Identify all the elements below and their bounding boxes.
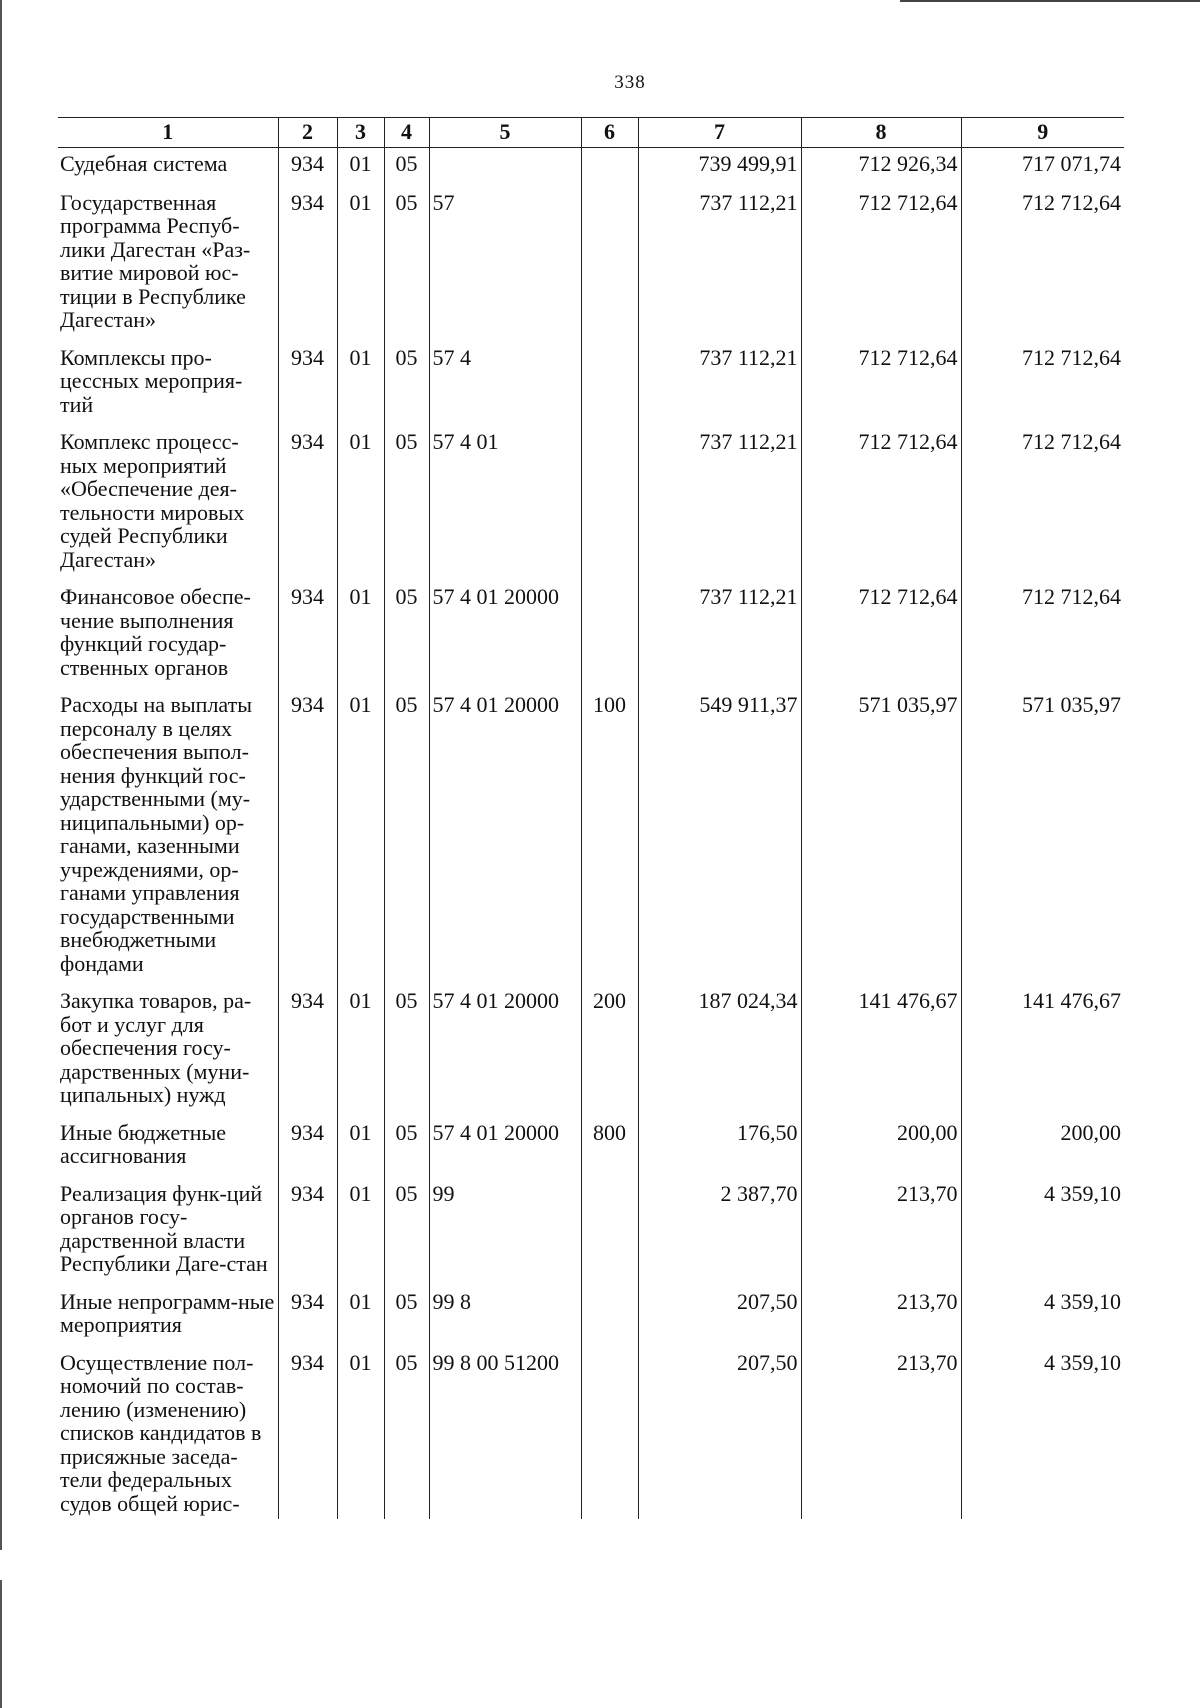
header-col-4: 4 <box>384 118 429 148</box>
table-row <box>58 1118 1124 1179</box>
header-col-7: 7 <box>638 118 801 148</box>
row-amount-7: 739 499,91 <box>638 148 801 188</box>
row-grbs: 934 <box>278 427 337 582</box>
header-col-3: 3 <box>337 118 384 148</box>
row-name: Иные бюджетные ассигнования <box>60 1119 227 1168</box>
row-amount-8: 712 712,64 <box>801 427 961 582</box>
row-amount-7: 737 112,21 <box>638 188 801 343</box>
row-subsection: 05 <box>384 343 429 428</box>
row-subsection: 05 <box>384 148 429 188</box>
header-col-1: 1 <box>58 118 278 148</box>
row-expense-type: 200 <box>581 986 638 1118</box>
row-amount-7: 549 911,37 <box>638 690 801 986</box>
row-subsection: 05 <box>384 1179 429 1287</box>
row-expense-type: 800 <box>581 1118 638 1179</box>
row-name: Иные непрограмм-ные мероприятия <box>60 1288 275 1337</box>
row-target-article: 57 4 01 20000 <box>429 690 581 986</box>
row-name: Государственная программа Респуб-лики Дагестан «Раз-витие мировой юс-тиции в Республике Дагестан» <box>60 189 251 332</box>
table-row <box>58 343 1124 428</box>
row-amount-7: 737 112,21 <box>638 343 801 428</box>
row-amount-9: 141 476,67 <box>961 986 1124 1118</box>
row-grbs: 934 <box>278 1179 337 1287</box>
table-row <box>58 148 1124 188</box>
row-subsection: 05 <box>384 690 429 986</box>
row-target-article: 99 <box>429 1179 581 1287</box>
row-amount-8: 213,70 <box>801 1179 961 1287</box>
table-header-row <box>58 118 1124 148</box>
scan-artifact-left-edge <box>0 0 2 1550</box>
row-expense-type <box>581 427 638 582</box>
header-col-5: 5 <box>429 118 581 148</box>
row-amount-9: 712 712,64 <box>961 427 1124 582</box>
row-grbs: 934 <box>278 690 337 986</box>
table-row <box>58 690 1124 986</box>
row-target-article: 57 4 01 20000 <box>429 986 581 1118</box>
row-target-article: 57 4 01 20000 <box>429 582 581 690</box>
row-target-article <box>429 148 581 188</box>
row-name: Комплекс процесс-ных мероприятий «Обеспечение дея-тельности мировых судей Республики Дагестан» <box>60 429 245 572</box>
row-amount-9: 712 712,64 <box>961 188 1124 343</box>
table-row <box>58 427 1124 582</box>
row-expense-type <box>581 343 638 428</box>
row-subsection: 05 <box>384 1287 429 1348</box>
page-number: 338 <box>614 72 646 93</box>
row-expense-type: 100 <box>581 690 638 986</box>
row-expense-type <box>581 1179 638 1287</box>
row-expense-type <box>581 1287 638 1348</box>
row-amount-7: 207,50 <box>638 1287 801 1348</box>
row-amount-7: 187 024,34 <box>638 986 801 1118</box>
row-name: Реализация функ-ций органов госу-дарственной власти Республики Даге-стан <box>60 1180 268 1276</box>
row-name: Комплексы про-цессных мероприя-тий <box>60 344 243 417</box>
row-amount-8: 712 712,64 <box>801 343 961 428</box>
row-amount-9: 4 359,10 <box>961 1179 1124 1287</box>
row-section: 01 <box>337 1348 384 1520</box>
budget-table <box>58 117 1124 1519</box>
header-col-6: 6 <box>581 118 638 148</box>
row-section: 01 <box>337 1287 384 1348</box>
row-grbs: 934 <box>278 1287 337 1348</box>
row-amount-7: 737 112,21 <box>638 427 801 582</box>
row-section: 01 <box>337 690 384 986</box>
scan-artifact-left-edge-lower <box>0 1580 2 1708</box>
row-section: 01 <box>337 148 384 188</box>
header-col-9: 9 <box>961 118 1124 148</box>
row-name: Финансовое обеспе-чение выполнения функций государ-ственных органов <box>60 584 251 680</box>
row-name: Закупка товаров, ра-бот и услуг для обеспечения госу-дарственных (муни-ципальных) нужд <box>60 988 252 1107</box>
row-subsection: 05 <box>384 582 429 690</box>
row-amount-8: 213,70 <box>801 1348 961 1520</box>
row-amount-8: 712 712,64 <box>801 582 961 690</box>
row-amount-7: 176,50 <box>638 1118 801 1179</box>
row-target-article: 57 4 <box>429 343 581 428</box>
row-grbs: 934 <box>278 1348 337 1520</box>
row-amount-9: 200,00 <box>961 1118 1124 1179</box>
table-row <box>58 582 1124 690</box>
row-expense-type <box>581 1348 638 1520</box>
row-grbs: 934 <box>278 986 337 1118</box>
row-amount-8: 141 476,67 <box>801 986 961 1118</box>
table-row <box>58 1287 1124 1348</box>
row-subsection: 05 <box>384 1348 429 1520</box>
row-section: 01 <box>337 188 384 343</box>
table-row <box>58 1348 1124 1520</box>
row-grbs: 934 <box>278 582 337 690</box>
row-subsection: 05 <box>384 1118 429 1179</box>
row-amount-9: 712 712,64 <box>961 343 1124 428</box>
row-name: Расходы на выплаты персоналу в целях обеспечения выпол-нения функций гос-ударственными (му-ниципальными) ор-ганами, казенными учреждениями, ор-ганами управления государственными внебюджетными фондами <box>60 692 253 976</box>
row-amount-8: 213,70 <box>801 1287 961 1348</box>
row-grbs: 934 <box>278 188 337 343</box>
row-section: 01 <box>337 343 384 428</box>
table-row <box>58 986 1124 1118</box>
row-amount-9: 717 071,74 <box>961 148 1124 188</box>
row-amount-8: 712 926,34 <box>801 148 961 188</box>
row-amount-7: 2 387,70 <box>638 1179 801 1287</box>
row-expense-type <box>581 582 638 690</box>
row-target-article: 57 <box>429 188 581 343</box>
row-expense-type <box>581 148 638 188</box>
row-amount-8: 571 035,97 <box>801 690 961 986</box>
row-amount-9: 571 035,97 <box>961 690 1124 986</box>
row-name: Осуществление пол-номочий по состав-лению (изменению) списков кандидатов в присяжные заседа-тели федеральных судов общей юрис- <box>60 1349 262 1516</box>
row-name: Судебная система <box>60 151 228 176</box>
row-section: 01 <box>337 582 384 690</box>
row-amount-9: 712 712,64 <box>961 582 1124 690</box>
row-section: 01 <box>337 1118 384 1179</box>
table-row <box>58 188 1124 343</box>
header-col-2: 2 <box>278 118 337 148</box>
row-subsection: 05 <box>384 427 429 582</box>
row-target-article: 57 4 01 <box>429 427 581 582</box>
row-subsection: 05 <box>384 986 429 1118</box>
row-target-article: 99 8 00 51200 <box>429 1348 581 1520</box>
row-amount-7: 737 112,21 <box>638 582 801 690</box>
row-amount-9: 4 359,10 <box>961 1287 1124 1348</box>
row-expense-type <box>581 188 638 343</box>
row-subsection: 05 <box>384 188 429 343</box>
row-section: 01 <box>337 986 384 1118</box>
row-amount-7: 207,50 <box>638 1348 801 1520</box>
row-amount-8: 712 712,64 <box>801 188 961 343</box>
table-row <box>58 1179 1124 1287</box>
row-section: 01 <box>337 427 384 582</box>
row-grbs: 934 <box>278 1118 337 1179</box>
row-grbs: 934 <box>278 343 337 428</box>
scan-artifact-top-line <box>900 0 1200 2</box>
row-target-article: 57 4 01 20000 <box>429 1118 581 1179</box>
row-amount-8: 200,00 <box>801 1118 961 1179</box>
row-section: 01 <box>337 1179 384 1287</box>
row-target-article: 99 8 <box>429 1287 581 1348</box>
row-grbs: 934 <box>278 148 337 188</box>
header-col-8: 8 <box>801 118 961 148</box>
row-amount-9: 4 359,10 <box>961 1348 1124 1520</box>
